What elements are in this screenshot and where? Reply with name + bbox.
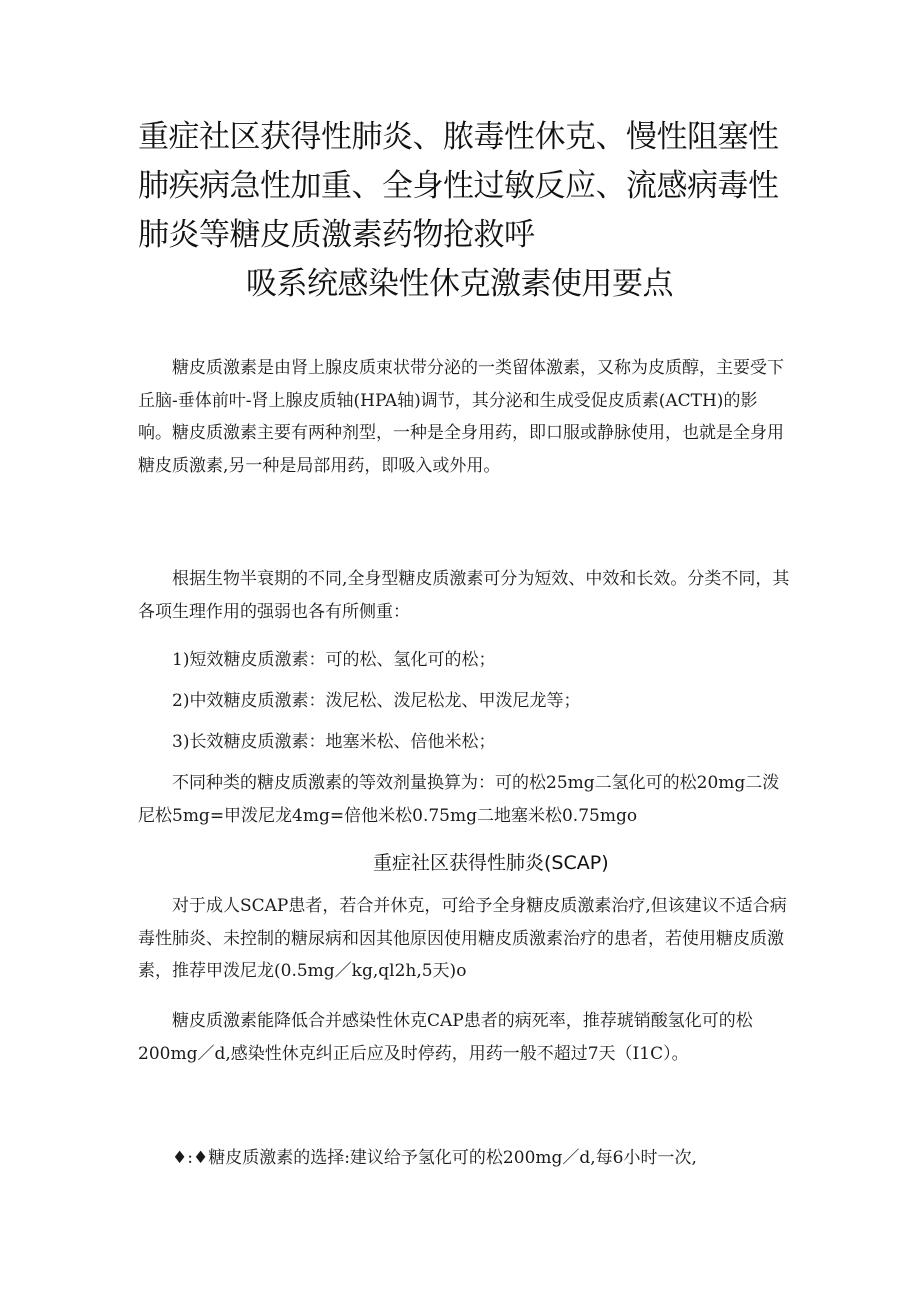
scap-section-heading: 重症社区获得性肺炎(SCAP) xyxy=(373,852,609,874)
intro-paragraph: 糖皮质激素是由肾上腺皮质束状带分泌的一类留体激素，又称为皮质醇，主要受下丘脑-垂体前叶-肾上腺皮质轴(HPA轴)调节，其分泌和生成受促皮质素(ACTH)的影响。糖皮质激素主要有两种剂型，一种是全身用药，即口服或静脉使用，也就是全身用糖皮质激素,另一种是局部用药，即吸入或外用。 xyxy=(138,358,784,476)
equivalence-paragraph: 不同种类的糖皮质激素的等效剂量换算为：可的松25mg二氢化可的松20mg二泼尼松5mg=甲泼尼龙4mg=倍他米松0.75mg二地塞米松0.75mgo xyxy=(138,773,780,826)
scap-paragraph-1: 对于成人SCAP患者，若合并休克，可给予全身糖皮质激素治疗,但该建议不适合病毒性肺炎、未控制的糖尿病和因其他原因使用糖皮质激素治疗的患者，若使用糖皮质激素，推荐甲泼尼龙(0.5mg／kg,ql2h,5天)o xyxy=(138,896,787,981)
list-item-intermediate-acting: 2)中效糖皮质激素：泼尼松、泼尼松龙、甲泼尼龙等； xyxy=(172,691,581,711)
list-item-long-acting: 3)长效糖皮质激素：地塞米松、倍他米松； xyxy=(172,732,496,752)
document-title-line-3: 肺炎等糖皮质激素药物抢救呼 xyxy=(138,217,535,253)
scap-paragraph-3: ♦:♦糖皮质激素的选择:建议给予氢化可的松200mg／d,每6小时一次, xyxy=(172,1148,697,1168)
scap-paragraph-2: 糖皮质激素能降低合并感染性休克CAP患者的病死率，推荐琥销酸氢化可的松200mg／d,感染性休克纠正后应及时停药，用药一般不超过7天（I1C）。 xyxy=(138,1011,753,1064)
document-title-line-4: 吸系统感染性休克激素使用要点 xyxy=(246,266,673,302)
document-title-line-1: 重症社区获得性肺炎、脓毒性休克、慢性阻塞性 xyxy=(138,119,779,155)
list-item-short-acting: 1)短效糖皮质激素：可的松、氢化可的松； xyxy=(172,650,496,670)
document-title-line-2: 肺疾病急性加重、全身性过敏反应、流感病毒性 xyxy=(138,168,779,204)
classification-paragraph: 根据生物半衰期的不同,全身型糖皮质激素可分为短效、中效和长效。分类不同，其各项生理作用的强弱也各有所侧重： xyxy=(138,569,790,622)
